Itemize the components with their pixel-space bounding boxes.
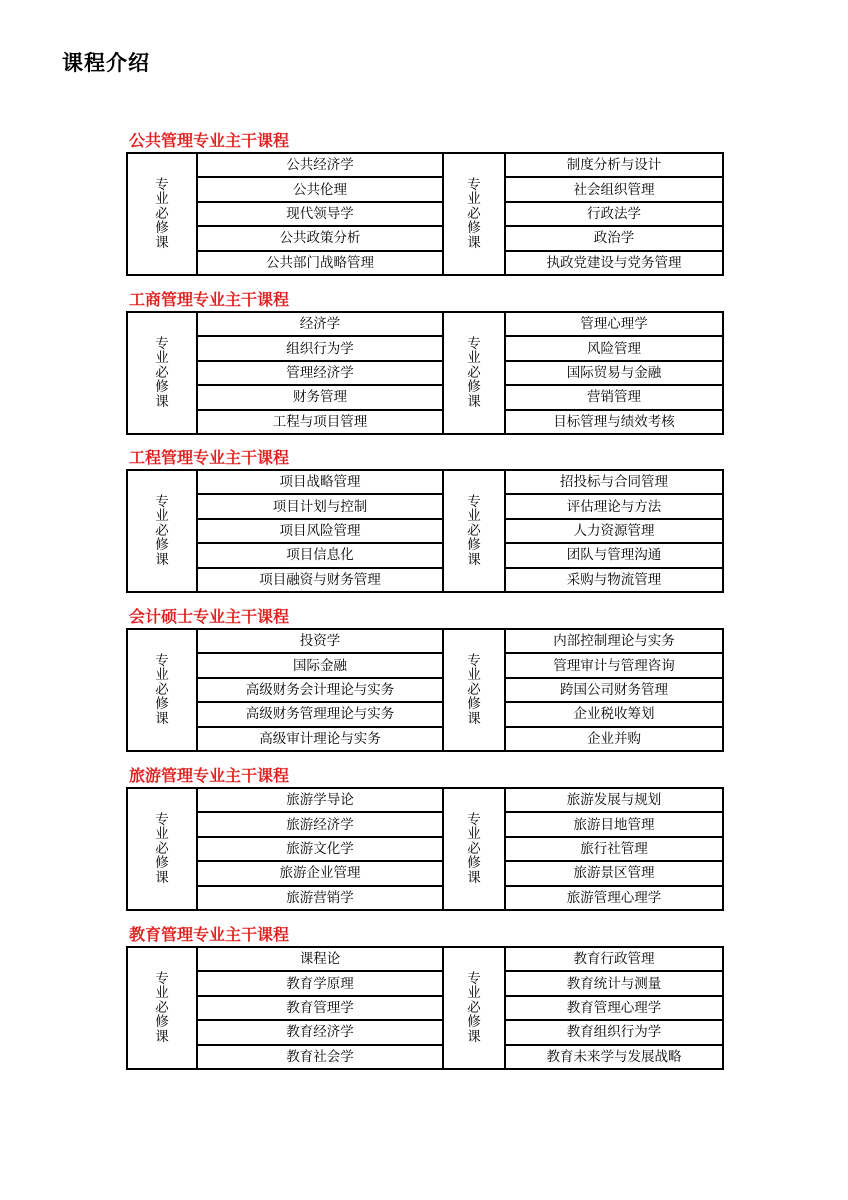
course-cell: 教育行政管理 xyxy=(505,947,723,971)
course-cell: 政治学 xyxy=(505,226,723,250)
course-table xyxy=(126,628,724,752)
course-cell: 团队与管理沟通 xyxy=(505,543,723,567)
section-heading: 教育管理专业主干课程 xyxy=(129,925,290,944)
course-cell: 旅游发展与规划 xyxy=(505,788,723,812)
course-table xyxy=(126,152,724,276)
table-row xyxy=(127,678,723,702)
table-row xyxy=(127,947,723,971)
table-row xyxy=(127,226,723,250)
course-cell: 旅游目地管理 xyxy=(505,812,723,836)
section-business-admin xyxy=(126,289,722,435)
table-row xyxy=(127,202,723,226)
table-row xyxy=(127,971,723,995)
course-table xyxy=(126,469,724,593)
section-heading: 工程管理专业主干课程 xyxy=(129,448,290,467)
category-cell: 专业必修课 xyxy=(127,788,197,910)
course-cell: 公共伦理 xyxy=(197,177,443,201)
category-cell: 专业必修课 xyxy=(127,312,197,434)
course-cell: 旅游景区管理 xyxy=(505,861,723,885)
section-engineering-mgmt xyxy=(126,447,722,593)
table-row xyxy=(127,519,723,543)
course-cell: 跨国公司财务管理 xyxy=(505,678,723,702)
table-row xyxy=(127,812,723,836)
course-cell: 财务管理 xyxy=(197,385,443,409)
course-cell: 项目融资与财务管理 xyxy=(197,568,443,592)
table-row xyxy=(127,543,723,567)
section-public-admin xyxy=(126,130,722,276)
table-row xyxy=(127,385,723,409)
table-row xyxy=(127,568,723,592)
course-cell: 国际贸易与金融 xyxy=(505,361,723,385)
course-cell: 高级审计理论与实务 xyxy=(197,727,443,751)
table-row xyxy=(127,861,723,885)
course-table xyxy=(126,946,724,1070)
course-cell: 经济学 xyxy=(197,312,443,336)
course-cell: 教育组织行为学 xyxy=(505,1020,723,1044)
course-cell: 工程与项目管理 xyxy=(197,410,443,434)
course-cell: 旅游营销学 xyxy=(197,886,443,910)
course-cell: 教育未来学与发展战略 xyxy=(505,1045,723,1069)
course-cell: 国际金融 xyxy=(197,653,443,677)
course-cell: 课程论 xyxy=(197,947,443,971)
section-heading: 工商管理专业主干课程 xyxy=(129,290,290,309)
table-row xyxy=(127,153,723,177)
page-title: 课程介绍 xyxy=(62,51,150,75)
course-cell: 企业税收筹划 xyxy=(505,702,723,726)
category-cell: 专业必修课 xyxy=(127,153,197,275)
course-cell: 社会组织管理 xyxy=(505,177,723,201)
course-cell: 评估理论与方法 xyxy=(505,494,723,518)
table-row xyxy=(127,1020,723,1044)
course-cell: 教育社会学 xyxy=(197,1045,443,1069)
course-cell: 项目风险管理 xyxy=(197,519,443,543)
course-cell: 高级财务管理理论与实务 xyxy=(197,702,443,726)
table-row xyxy=(127,886,723,910)
table-row xyxy=(127,470,723,494)
course-cell: 教育统计与测量 xyxy=(505,971,723,995)
course-cell: 旅游管理心理学 xyxy=(505,886,723,910)
course-cell: 旅游学导论 xyxy=(197,788,443,812)
category-cell: 专业必修课 xyxy=(443,629,505,751)
table-row xyxy=(127,837,723,861)
course-cell: 教育管理心理学 xyxy=(505,996,723,1020)
table-row xyxy=(127,361,723,385)
table-row xyxy=(127,1045,723,1069)
course-cell: 公共部门战略管理 xyxy=(197,251,443,275)
table-row xyxy=(127,312,723,336)
course-cell: 人力资源管理 xyxy=(505,519,723,543)
table-row xyxy=(127,702,723,726)
course-table xyxy=(126,787,724,911)
section-education-mgmt xyxy=(126,924,722,1070)
course-cell: 教育管理学 xyxy=(197,996,443,1020)
course-cell: 执政党建设与党务管理 xyxy=(505,251,723,275)
category-cell: 专业必修课 xyxy=(443,153,505,275)
course-cell: 制度分析与设计 xyxy=(505,153,723,177)
category-cell: 专业必修课 xyxy=(443,947,505,1069)
course-cell: 管理经济学 xyxy=(197,361,443,385)
section-heading: 旅游管理专业主干课程 xyxy=(129,766,290,785)
category-cell: 专业必修课 xyxy=(443,312,505,434)
category-cell: 专业必修课 xyxy=(443,788,505,910)
course-cell: 招投标与合同管理 xyxy=(505,470,723,494)
category-cell: 专业必修课 xyxy=(443,470,505,592)
category-cell: 专业必修课 xyxy=(127,470,197,592)
section-heading: 会计硕士专业主干课程 xyxy=(129,607,290,626)
table-row xyxy=(127,177,723,201)
table-row xyxy=(127,727,723,751)
table-row xyxy=(127,410,723,434)
course-cell: 公共经济学 xyxy=(197,153,443,177)
category-cell: 专业必修课 xyxy=(127,947,197,1069)
course-cell: 旅游企业管理 xyxy=(197,861,443,885)
course-cell: 高级财务会计理论与实务 xyxy=(197,678,443,702)
course-cell: 企业并购 xyxy=(505,727,723,751)
course-cell: 管理审计与管理咨询 xyxy=(505,653,723,677)
section-tourism-mgmt xyxy=(126,765,722,911)
table-row xyxy=(127,494,723,518)
section-heading: 公共管理专业主干课程 xyxy=(129,131,290,150)
table-row xyxy=(127,788,723,812)
course-cell: 现代领导学 xyxy=(197,202,443,226)
course-cell: 风险管理 xyxy=(505,336,723,360)
course-cell: 项目信息化 xyxy=(197,543,443,567)
course-cell: 教育经济学 xyxy=(197,1020,443,1044)
section-accounting xyxy=(126,606,722,752)
course-cell: 项目计划与控制 xyxy=(197,494,443,518)
course-cell: 内部控制理论与实务 xyxy=(505,629,723,653)
course-cell: 采购与物流管理 xyxy=(505,568,723,592)
course-cell: 行政法学 xyxy=(505,202,723,226)
course-cell: 旅游经济学 xyxy=(197,812,443,836)
course-cell: 管理心理学 xyxy=(505,312,723,336)
table-row xyxy=(127,251,723,275)
course-cell: 营销管理 xyxy=(505,385,723,409)
course-cell: 组织行为学 xyxy=(197,336,443,360)
course-cell: 投资学 xyxy=(197,629,443,653)
table-row xyxy=(127,996,723,1020)
table-row xyxy=(127,336,723,360)
course-cell: 项目战略管理 xyxy=(197,470,443,494)
course-table xyxy=(126,311,724,435)
course-cell: 教育学原理 xyxy=(197,971,443,995)
category-cell: 专业必修课 xyxy=(127,629,197,751)
table-row xyxy=(127,653,723,677)
course-cell: 目标管理与绩效考核 xyxy=(505,410,723,434)
course-cell: 公共政策分析 xyxy=(197,226,443,250)
course-cell: 旅游文化学 xyxy=(197,837,443,861)
table-row xyxy=(127,629,723,653)
course-cell: 旅行社管理 xyxy=(505,837,723,861)
